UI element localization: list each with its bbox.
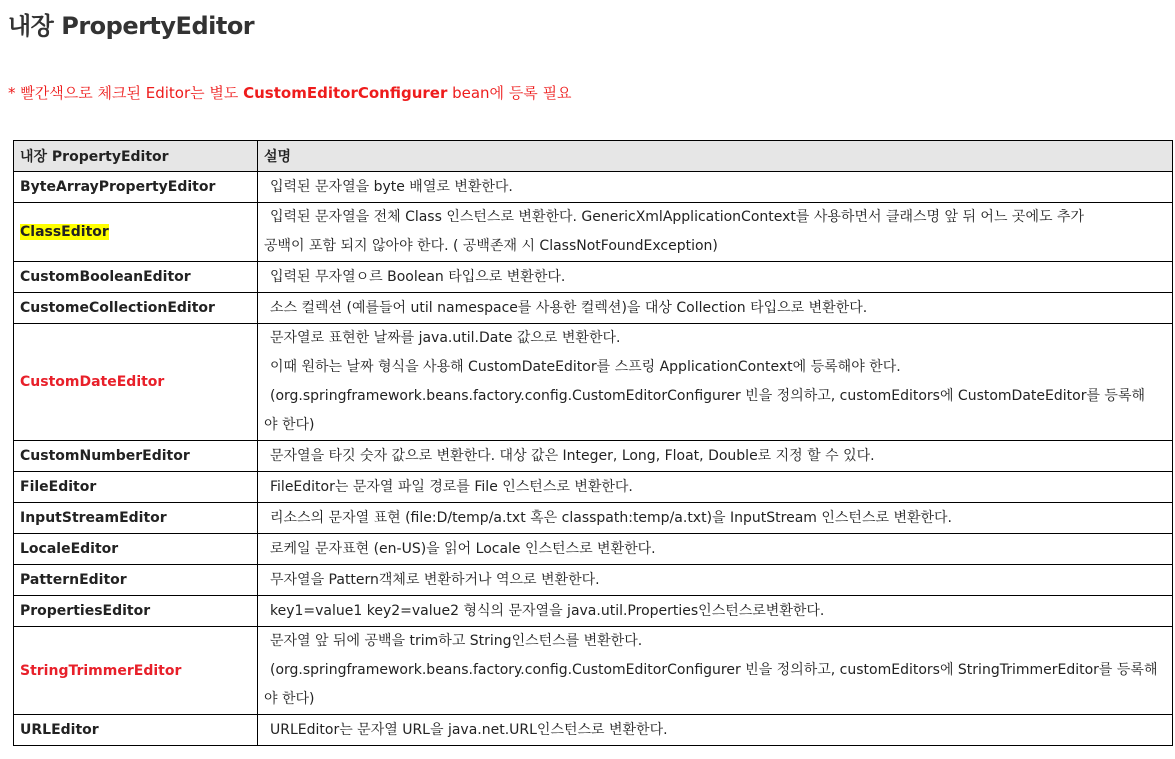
table-row xyxy=(14,534,1173,565)
editor-description-cell xyxy=(258,441,1173,472)
description-line: 로케일 문자표현 (en-US)을 읽어 Locale 인스턴스로 변환한다. xyxy=(270,540,656,557)
table-row xyxy=(14,293,1173,324)
table-row xyxy=(14,565,1173,596)
editor-description-cell xyxy=(258,565,1173,596)
editor-description-cell xyxy=(258,472,1173,503)
editor-name-cell xyxy=(14,172,258,203)
editor-name: ByteArrayPropertyEditor xyxy=(20,179,216,195)
description-line: 리소스의 문자열 표현 (file:D/temp/a.txt 혹은 classpath:temp/a.txt)을 InputStream 인스턴스로 변환한다. xyxy=(270,509,952,526)
description-line: (org.springframework.beans.factory.config.CustomEditorConfigurer 빈을 정의하고, customEditors에 StringTrimmerEditor를 등록해 xyxy=(270,662,1158,678)
description-line: 입력된 문자열을 전체 Class 인스턴스로 변환한다. GenericXmlApplicationContext를 사용하면서 클래스명 앞 뒤 어느 곳에도 추가 xyxy=(270,209,1084,225)
description-line: 무자열을 Pattern객체로 변환하거나 역으로 변환한다. xyxy=(270,571,600,588)
table-row xyxy=(14,596,1173,627)
description-line: 입력된 무자열ㅇ르 Boolean 타입으로 변환한다. xyxy=(270,268,566,285)
note-configurer-name: CustomEditorConfigurer xyxy=(243,84,448,102)
description-line: 입력된 문자열을 byte 배열로 변환한다. xyxy=(270,178,513,195)
editor-name-cell xyxy=(14,503,258,534)
table-row xyxy=(14,472,1173,503)
editor-description-cell xyxy=(258,715,1173,746)
editor-name: InputStreamEditor xyxy=(20,510,167,526)
editor-description-cell xyxy=(258,503,1173,534)
editor-name: PatternEditor xyxy=(20,572,127,588)
table-body xyxy=(14,172,1173,746)
header-editor: 내장 PropertyEditor xyxy=(14,141,258,172)
editor-name-cell xyxy=(14,293,258,324)
editor-description-cell xyxy=(258,534,1173,565)
table-row xyxy=(14,503,1173,534)
editor-name: FileEditor xyxy=(20,479,97,495)
table-row xyxy=(14,441,1173,472)
editor-name: LocaleEditor xyxy=(20,541,119,557)
table-row xyxy=(14,262,1173,293)
editor-name-cell xyxy=(14,627,258,715)
note-suffix: bean에 등록 필요 xyxy=(447,84,572,102)
editor-name-cell xyxy=(14,596,258,627)
description-line: FileEditor는 문자열 파일 경로를 File 인스턴스로 변환한다. xyxy=(270,478,633,495)
editor-name: StringTrimmerEditor xyxy=(20,662,182,679)
page-title: 내장 PropertyEditor xyxy=(8,12,255,40)
description-line: 소스 컬렉션 (예를들어 util namespace를 사용한 컬렉션)을 대상 Collection 타입으로 변환한다. xyxy=(270,299,868,316)
description-line: 문자열을 타깃 숫자 값으로 변환한다. 대상 값은 Integer, Long, Float, Double로 지정 할 수 있다. xyxy=(270,447,875,464)
description-line: 문자열 앞 뒤에 공백을 trim하고 String인스턴스를 변환한다. xyxy=(270,633,643,649)
header-description: 설명 xyxy=(258,141,1173,172)
description-line: (org.springframework.beans.factory.config.CustomEditorConfigurer 빈을 정의하고, customEditors에 CustomDateEditor를 등록해 xyxy=(270,388,1145,404)
table-row xyxy=(14,172,1173,203)
editor-name-cell xyxy=(14,203,258,262)
editor-name: ClassEditor xyxy=(20,224,109,240)
editor-name-cell xyxy=(14,534,258,565)
note-prefix: * 빨간색으로 체크된 Editor는 별도 xyxy=(8,84,244,102)
editor-description-cell xyxy=(258,324,1173,441)
editor-name: CustomDateEditor xyxy=(20,374,165,390)
table-row xyxy=(14,627,1173,715)
description-line: 야 한다) xyxy=(264,417,315,433)
description-line: 야 한다) xyxy=(264,691,315,707)
description-line: key1=value1 key2=value2 형식의 문자열을 java.util.Properties인스턴스로변환한다. xyxy=(270,602,825,619)
editor-name: CustomeCollectionEditor xyxy=(20,300,215,316)
description-line: 공백이 포함 되지 않아야 한다. ( 공백존재 시 ClassNotFoundException) xyxy=(264,238,718,254)
editor-description-cell xyxy=(258,172,1173,203)
editor-name-cell xyxy=(14,262,258,293)
table-row xyxy=(14,715,1173,746)
editor-description-cell xyxy=(258,203,1173,262)
editor-name-cell xyxy=(14,441,258,472)
table-header-row xyxy=(14,141,1173,172)
description-line: URLEditor는 문자열 URL을 java.net.URL인스턴스로 변환한다. xyxy=(270,721,668,738)
editor-description-cell xyxy=(258,262,1173,293)
property-editor-table xyxy=(13,140,1173,746)
editor-description-cell xyxy=(258,596,1173,627)
editor-name-cell xyxy=(14,565,258,596)
editor-name-cell xyxy=(14,715,258,746)
editor-name: PropertiesEditor xyxy=(20,603,151,619)
editor-description-cell xyxy=(258,627,1173,715)
editor-description-cell xyxy=(258,293,1173,324)
table-row xyxy=(14,203,1173,262)
editor-name: URLEditor xyxy=(20,722,99,738)
table-row xyxy=(14,324,1173,441)
description-line: 이때 원하는 날짜 형식을 사용해 CustomDateEditor를 스프링 ApplicationContext에 등록해야 한다. xyxy=(270,359,901,375)
editor-name: CustomNumberEditor xyxy=(20,448,190,464)
description-line: 문자열로 표현한 날짜를 java.util.Date 값으로 변환한다. xyxy=(270,330,621,346)
red-editor-note xyxy=(8,82,572,103)
editor-name-cell xyxy=(14,472,258,503)
editor-name-cell xyxy=(14,324,258,441)
editor-name: CustomBooleanEditor xyxy=(20,269,191,285)
